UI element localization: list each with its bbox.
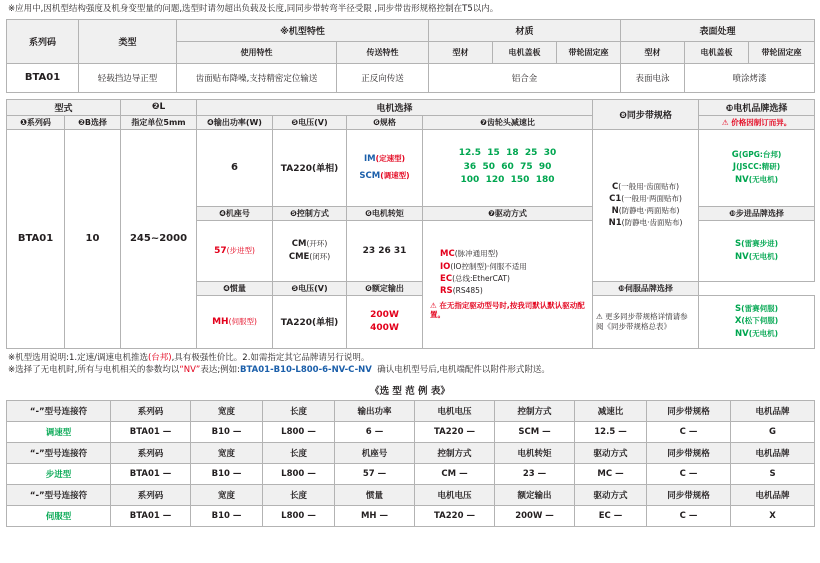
th-cover-2: 电机盖板 <box>685 41 749 63</box>
td-inertia: MH(伺服型) <box>197 295 273 348</box>
td-step-brand: S(雷赛步进) NV(无电机) <box>699 220 815 281</box>
th-cover: 电机盖板 <box>493 41 557 63</box>
th-ex-series-b: 系列码 <box>111 442 191 463</box>
th-step-brand: ❿步进品牌选择 <box>699 206 815 220</box>
th-ex-length-b: 长度 <box>263 442 335 463</box>
th-type: 类型 <box>79 19 177 63</box>
th-control: ❺控制方式 <box>273 206 347 220</box>
td-ex-seat-b: 57 — <box>335 463 415 484</box>
td-ex-brand-b: S <box>731 463 815 484</box>
th-ex-seat-b: 机座号 <box>335 442 415 463</box>
top-note: ※应用中,因机型结构强度及机身变型量的问题,选型时请勿超出负载及长度,同同步带转弯半径受限 ,同步带齿形规格控制在T5以内。 <box>8 4 499 14</box>
th-belt-seat-2: 带轮固定座 <box>749 41 815 63</box>
td-b-select-val: 10 <box>65 129 121 348</box>
td-motor-brand: G(GPG:台邦) J(JSCC:精研) NV(无电机) <box>699 129 815 206</box>
td-seat-no: 57(步进型) <box>197 220 273 281</box>
example-table <box>6 400 815 527</box>
th-ex-belt-b: 同步带规格 <box>647 442 731 463</box>
td-voltage-2: TA220(单相) <box>273 295 347 348</box>
td-servo-brand: S(雷赛伺服) X(松下伺服) NV(无电机) <box>699 295 815 348</box>
th-torque: ❻电机转矩 <box>347 206 423 220</box>
th-ex-power-a: 输出功率 <box>335 400 415 421</box>
td-ex-series-a: BTA01 — <box>111 421 191 442</box>
td-use-feature: 齿面贴布降噪,支持精密定位输送 <box>177 63 337 92</box>
td-ex-drive-b: MC — <box>575 463 647 484</box>
td-ex-width-b: B10 — <box>191 463 263 484</box>
td-belt-more-note: ⚠ 更多同步带规格详情请参阅《同步带规格总表》 <box>593 295 699 348</box>
th-ex-brand-c: 电机品牌 <box>731 484 815 505</box>
th-belt-seat: 带轮固定座 <box>557 41 621 63</box>
th-drive: ❼驱动方式 <box>423 206 593 220</box>
td-ex-label-b: 步进型 <box>7 463 111 484</box>
td-ex-ratio-a: 12.5 — <box>575 421 647 442</box>
th-seat-no: ❹机座号 <box>197 206 273 220</box>
td-ex-brand-c: X <box>731 505 815 526</box>
td-ex-power-a: 6 — <box>335 421 415 442</box>
td-ex-series-b: BTA01 — <box>111 463 191 484</box>
th-belt-spec: ❽同步带规格 <box>593 99 699 129</box>
td-material: 铝合金 <box>429 63 621 92</box>
td-ex-series-c: BTA01 — <box>111 505 191 526</box>
ratio-row-3: 100 120 150 180 <box>460 175 555 186</box>
td-surface-profile: 表面电泳 <box>621 63 685 92</box>
td-transmit-feature: 正反向传送 <box>337 63 429 92</box>
example-header-row-b <box>7 442 815 463</box>
td-ex-drive-c: EC — <box>575 505 647 526</box>
td-ex-inertia-c: MH — <box>335 505 415 526</box>
th-ex-rated-c: 额定输出 <box>495 484 575 505</box>
td-ex-voltage-c: TA220 — <box>415 505 495 526</box>
th-ex-connector-a: “-”型号连接符 <box>7 400 111 421</box>
mid-note-1: ※机型选用说明:1.定速/调速电机推选(台邦),具有极强性价比。2.如需指定其它品牌请另行说明。 <box>8 352 370 363</box>
td-control: CM(开环) CME(闭环) <box>273 220 347 281</box>
td-ex-width-c: B10 — <box>191 505 263 526</box>
th-ratio: ❼齿轮头减速比 <box>423 115 593 129</box>
th-ex-width-b: 宽度 <box>191 442 263 463</box>
td-ex-torque-b: 23 — <box>495 463 575 484</box>
th-series: 系列码 <box>7 19 79 63</box>
td-belt-spec: C(一般用·齿面贴布) C1(一般用·两面贴布) N(防静电·两面贴布) N1(防静电·齿面贴布) <box>593 129 699 281</box>
example-header-row-a <box>7 400 815 421</box>
th-length-unit: 指定单位5mm <box>121 115 197 129</box>
td-torque: 23 26 31 <box>347 220 423 281</box>
td-ex-belt-b: C — <box>647 463 731 484</box>
th-ex-ratio-a: 减速比 <box>575 400 647 421</box>
th-ex-voltage-c: 电机电压 <box>415 484 495 505</box>
td-ex-label-a: 调速型 <box>7 421 111 442</box>
td-ex-label-c: 伺服型 <box>7 505 111 526</box>
th-ex-belt-a: 同步带规格 <box>647 400 731 421</box>
ratio-row-1: 12.5 15 18 25 30 <box>458 148 557 159</box>
th-ex-width-c: 宽度 <box>191 484 263 505</box>
th-material: 材质 <box>429 19 621 41</box>
td-ex-length-b: L800 — <box>263 463 335 484</box>
th-servo-brand: ❿伺服品牌选择 <box>593 281 699 295</box>
td-drive: MC(脉冲通用型) IO(IO控制型)·伺服不适用 EC(总线:EtherCAT) RS(RS485) ⚠ 在无指定驱动型号时,按我司默认默认驱动配置。 <box>423 220 593 348</box>
th-form: 型式 <box>7 99 121 115</box>
td-ex-length-c: L800 — <box>263 505 335 526</box>
th-ex-brand-a: 电机品牌 <box>731 400 815 421</box>
th-length: ❷L <box>121 99 197 115</box>
th-ex-inertia-c: 惯量 <box>335 484 415 505</box>
th-power: ❹输出功率(W) <box>197 115 273 129</box>
th-ex-control-a: 控制方式 <box>495 400 575 421</box>
th-ex-brand-b: 电机品牌 <box>731 442 815 463</box>
th-ex-connector-c: “-”型号连接符 <box>7 484 111 505</box>
td-power: 6 <box>197 129 273 206</box>
th-ex-control-b: 控制方式 <box>415 442 495 463</box>
td-ex-width-a: B10 — <box>191 421 263 442</box>
td-ex-control-a: SCM — <box>495 421 575 442</box>
td-ex-voltage-a: TA220 — <box>415 421 495 442</box>
th-voltage: ❺电压(V) <box>273 115 347 129</box>
th-brand-warning: ⚠ 价格因制订而异。 <box>699 115 815 129</box>
th-inertia: ❹惯量 <box>197 281 273 295</box>
td-ex-control-b: CM — <box>415 463 495 484</box>
th-transmit-feature: 传送特性 <box>337 41 429 63</box>
td-ex-length-a: L800 — <box>263 421 335 442</box>
td-rated-out: 200W 400W <box>347 295 423 348</box>
th-profile-2: 型材 <box>621 41 685 63</box>
th-b-select: ❷B选择 <box>65 115 121 129</box>
th-voltage-2: ❺电压(V) <box>273 281 347 295</box>
td-ex-rated-c: 200W — <box>495 505 575 526</box>
td-voltage: TA220(单相) <box>273 129 347 206</box>
th-ex-torque-b: 电机转矩 <box>495 442 575 463</box>
td-ex-belt-c: C — <box>647 505 731 526</box>
th-surface: 表面处理 <box>621 19 815 41</box>
td-surface-cover: 喷涂烤漆 <box>685 63 815 92</box>
td-series-code: BTA01 <box>7 63 79 92</box>
td-ex-brand-a: G <box>731 421 815 442</box>
th-ex-length-a: 长度 <box>263 400 335 421</box>
th-ex-belt-c: 同步带规格 <box>647 484 731 505</box>
td-series-code-val: BTA01 <box>7 129 65 348</box>
td-length-val: 245~2000 <box>121 129 197 348</box>
th-ex-series-a: 系列码 <box>111 400 191 421</box>
td-ratio <box>423 129 593 206</box>
example-section-title: 《选 型 范 例 表》 <box>370 385 450 397</box>
th-rated-out: ❻额定输出 <box>347 281 423 295</box>
th-ex-series-c: 系列码 <box>111 484 191 505</box>
drive-default-note: ⚠ 在无指定驱动型号时,按我司默认默认驱动配置。 <box>430 300 585 320</box>
th-profile: 型材 <box>429 41 493 63</box>
th-motor-select: 电机选择 <box>197 99 593 115</box>
model-code-table <box>6 99 815 349</box>
example-header-row-c <box>7 484 815 505</box>
th-spec: ❻规格 <box>347 115 423 129</box>
th-use-feature: 使用特性 <box>177 41 337 63</box>
ratio-row-2: 36 50 60 75 90 <box>463 161 552 172</box>
th-ex-length-c: 长度 <box>263 484 335 505</box>
th-machine-features: ※机型特性 <box>177 19 429 41</box>
th-ex-voltage-a: 电机电压 <box>415 400 495 421</box>
example-row-a <box>7 421 815 442</box>
th-motor-brand: ❿电机品牌选择 <box>699 99 815 115</box>
mid-note-2: ※选择了无电机时,所有与电机相关的参数均以“NV”表达;例如:BTA01-B10-L800-6-NV-C-NV 确认电机型号后,电机端配件以附件形式附送。 <box>8 365 550 376</box>
example-row-b <box>7 463 815 484</box>
th-ex-drive-b: 驱动方式 <box>575 442 647 463</box>
th-series-code: ❶系列码 <box>7 115 65 129</box>
td-spec: IM(定速型) SCM(调速型) <box>347 129 423 206</box>
th-ex-connector-b: “-”型号连接符 <box>7 442 111 463</box>
td-type: 轻载挡边导正型 <box>79 63 177 92</box>
th-ex-drive-c: 驱动方式 <box>575 484 647 505</box>
model-feature-table <box>6 19 815 93</box>
example-row-c <box>7 505 815 526</box>
th-ex-width-a: 宽度 <box>191 400 263 421</box>
td-ex-belt-a: C — <box>647 421 731 442</box>
